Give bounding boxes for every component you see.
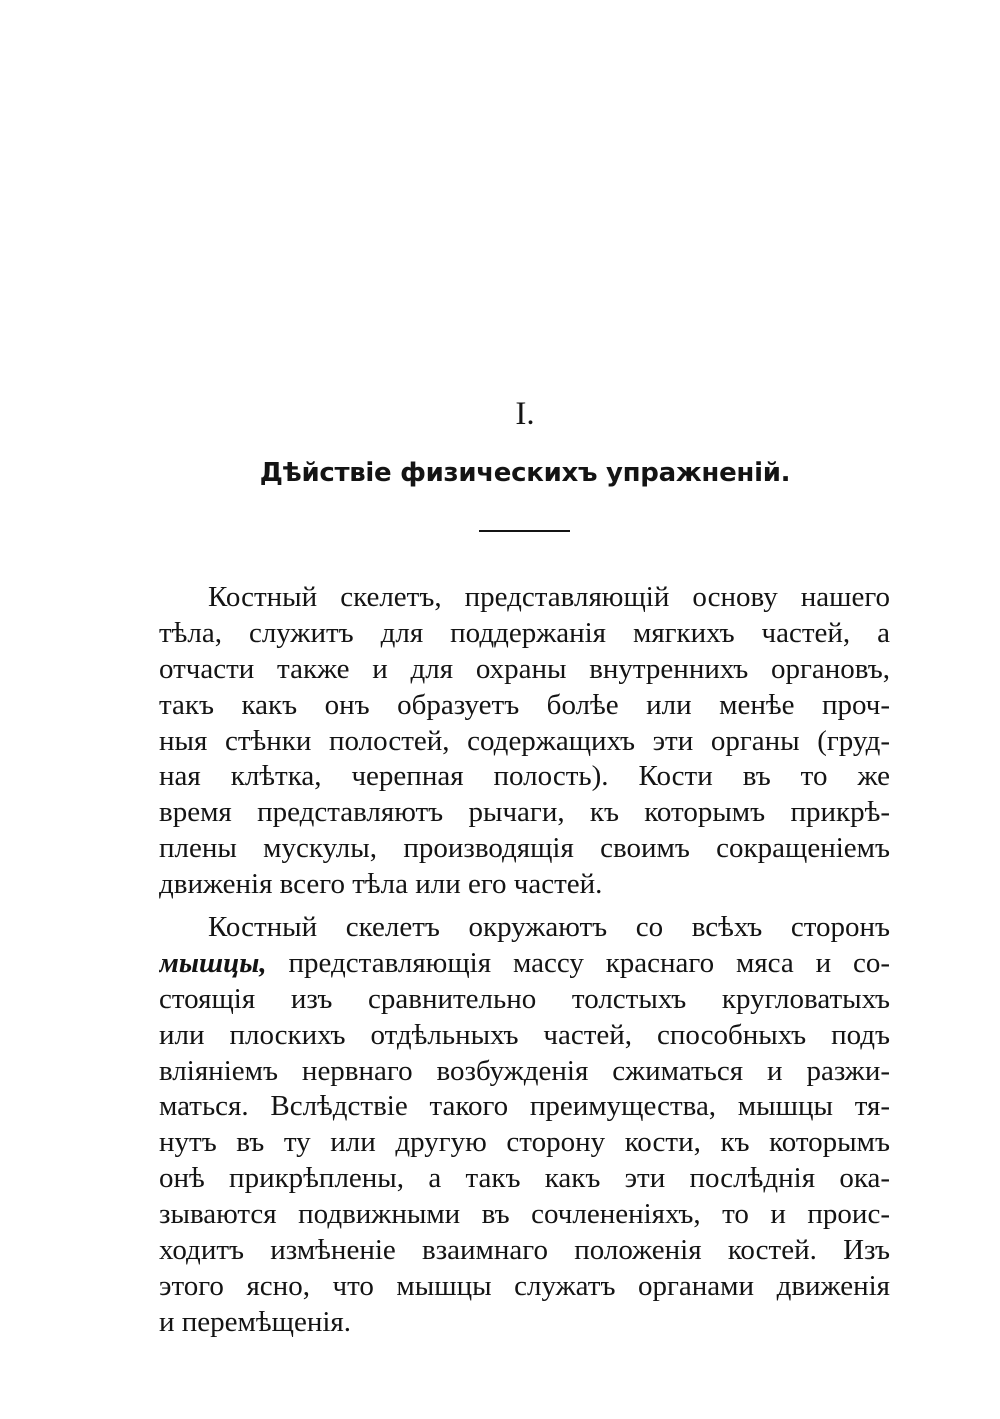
body-text xyxy=(159,580,890,1341)
chapter-number: I. xyxy=(515,396,535,432)
emphasized-word: мышцы, xyxy=(159,946,267,979)
text-line: время представляютъ рычаги, къ которымъ прикрѣ- xyxy=(159,796,890,829)
text-line: вліяніемъ нервнаго возбужденія сжиматься и разжи- xyxy=(159,1054,890,1087)
text-line: Костный скелетъ, представляющій основу нашего xyxy=(208,581,890,613)
text-line: Костный скелетъ окружаютъ со всѣхъ сторонъ xyxy=(208,911,890,944)
text-line: такъ какъ онъ образуетъ болѣе или менѣе проч- xyxy=(159,688,890,721)
text-line: онѣ прикрѣплены, а такъ какъ эти послѣднія ока- xyxy=(159,1162,890,1195)
text-line: плены мускулы, производящія своимъ сокращеніемъ xyxy=(159,832,890,865)
text-line: маться. Вслѣдствіе такого преимущества, мышцы тя- xyxy=(159,1090,890,1123)
text-line: стоящія изъ сравнительно толстыхъ кругловатыхъ xyxy=(159,982,890,1015)
text-line-rest: представляющія массу краснаго мяса и со- xyxy=(288,946,890,979)
text-line: ная клѣтка, черепная полость). Кости въ то же xyxy=(159,760,890,793)
text-line-with-emphasis xyxy=(159,946,890,982)
text-line: ходитъ измѣненіе взаимнаго положенія костей. Изъ xyxy=(159,1234,890,1267)
text-line: отчасти также и для охраны внутреннихъ органовъ, xyxy=(159,652,890,685)
text-line: нутъ въ ту или другую сторону кости, къ которымъ xyxy=(159,1126,890,1159)
title-divider xyxy=(479,530,570,532)
text-line: зываются подвижными въ сочлененіяхъ, то и проис- xyxy=(159,1198,890,1231)
chapter-title: Дѣйствіе физическихъ упражненій. xyxy=(259,458,791,488)
text-line: тѣла, служитъ для поддержанія мягкихъ частей, а xyxy=(159,616,890,649)
text-line: и перемѣщенія. xyxy=(159,1305,351,1338)
text-line: ныя стѣнки полостей, содержащихъ эти органы (груд- xyxy=(159,724,890,757)
text-line: этого ясно, что мышцы служатъ органами движенія xyxy=(159,1269,890,1302)
text-line: движенія всего тѣла или его частей. xyxy=(159,868,603,901)
paragraph-gap xyxy=(159,903,890,910)
text-line: или плоскихъ отдѣльныхъ частей, способныхъ подъ xyxy=(159,1018,890,1051)
